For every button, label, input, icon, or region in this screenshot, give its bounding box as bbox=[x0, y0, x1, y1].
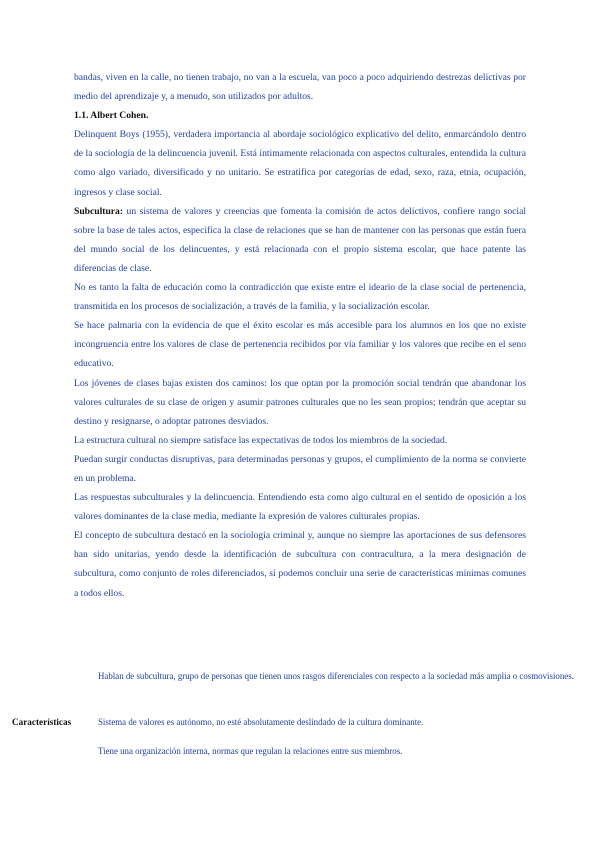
characteristic-item: Hablan de subcultura, grupo de personas que tienen unos rasgos diferenciales con respecto a la sociedad más amplia o cosmovisiones. bbox=[98, 671, 574, 681]
characteristic-item: Sistema de valores es autónomo, no esté absolutamente deslindado de la cultura dominante. bbox=[98, 717, 424, 727]
subculture-definition: un sistema de valores y creencias que fomenta la comisión de actos delictivos, confiere rango social sobre la base de tales actos, especifica la clase de relaciones que se han de mantener con las personas que están fuera del mundo social de los delincuentes, y está relacionada con el propio sistema escolar, que hace patente las diferencias de clase. bbox=[74, 205, 526, 274]
section-heading: 1.1. Albert Cohen. bbox=[74, 110, 149, 122]
paragraph: Puedan surgir conductas disruptivas, para determinadas personas y grupos, el cumplimiento de la norma se convierte en un problema. bbox=[74, 453, 526, 484]
paragraph: Se hace palmaria con la evidencia de que el éxito escolar es más accesible para los alumnos en los que no existe incongruencia entre los valores de clase de pertenencia recibidos por vía familiar y los valores que recibe en el seno educativo. bbox=[74, 320, 526, 370]
intro-paragraph: bandas, viven en la calle, no tienen trabajo, no van a la escuela, van poco a poco adquiriendo destrezas delictivas por medio del aprendizaje y, a menudo, son utilizados por adultos. bbox=[74, 72, 526, 103]
body-text bbox=[74, 68, 526, 603]
paragraph: No es tanto la falta de educación como la contradicción que existe entre el ideario de la clase social de pertenencia, transmitida en los procesos de socialización, a través de la familia, y la socialización escolar. bbox=[74, 282, 526, 313]
characteristic-item: Tiene una organización interna, normas que regulan la relaciones entre sus miembros. bbox=[98, 746, 403, 756]
paragraph: Delinquent Boys (1955), verdadera importancia al abordaje sociológico explicativo del delito, enmarcándolo dentro de la sociología de la delincuencia juvenil. Está íntimamente relacionada con aspectos culturales, entendida la cultura como algo variado, diversificado y no unitario. Se estratifica por categorías de edad, sexo, raza, etnia, ocupación, ingresos y clase social. bbox=[74, 129, 526, 198]
characteristics-label: Características bbox=[12, 717, 72, 727]
subculture-paragraph bbox=[74, 202, 526, 278]
subculture-term: Subcultura: bbox=[74, 205, 124, 217]
paragraph: El concepto de subcultura destacó en la sociología criminal y, aunque no siempre las aportaciones de sus defensores han sido unitarias, yendo desde la identificación de subcultura con contracultura, a la mera designación de subcultura, como conjunto de roles diferenciados, sí podemos concluir una serie de características mínimas comunes a todos ellos. bbox=[74, 530, 526, 599]
paragraph: La estructura cultural no siempre satisface las expectativas de todos los miembros de la sociedad. bbox=[74, 434, 448, 446]
paragraph: Las respuestas subculturales y la delincuencia. Entendiendo esta como algo cultural en el sentido de oposición a los valores dominantes de la clase media, mediante la expresión de valores culturales propias. bbox=[74, 492, 526, 523]
paragraph: Los jóvenes de clases bajas existen dos caminos: los que optan por la promoción social tendrán que abandonar los valores culturales de su clase de origen y asumir patrones culturales que no les sean propios; tendrán que aceptar su destino y resignarse, o adoptar patrones desviados. bbox=[74, 377, 526, 427]
